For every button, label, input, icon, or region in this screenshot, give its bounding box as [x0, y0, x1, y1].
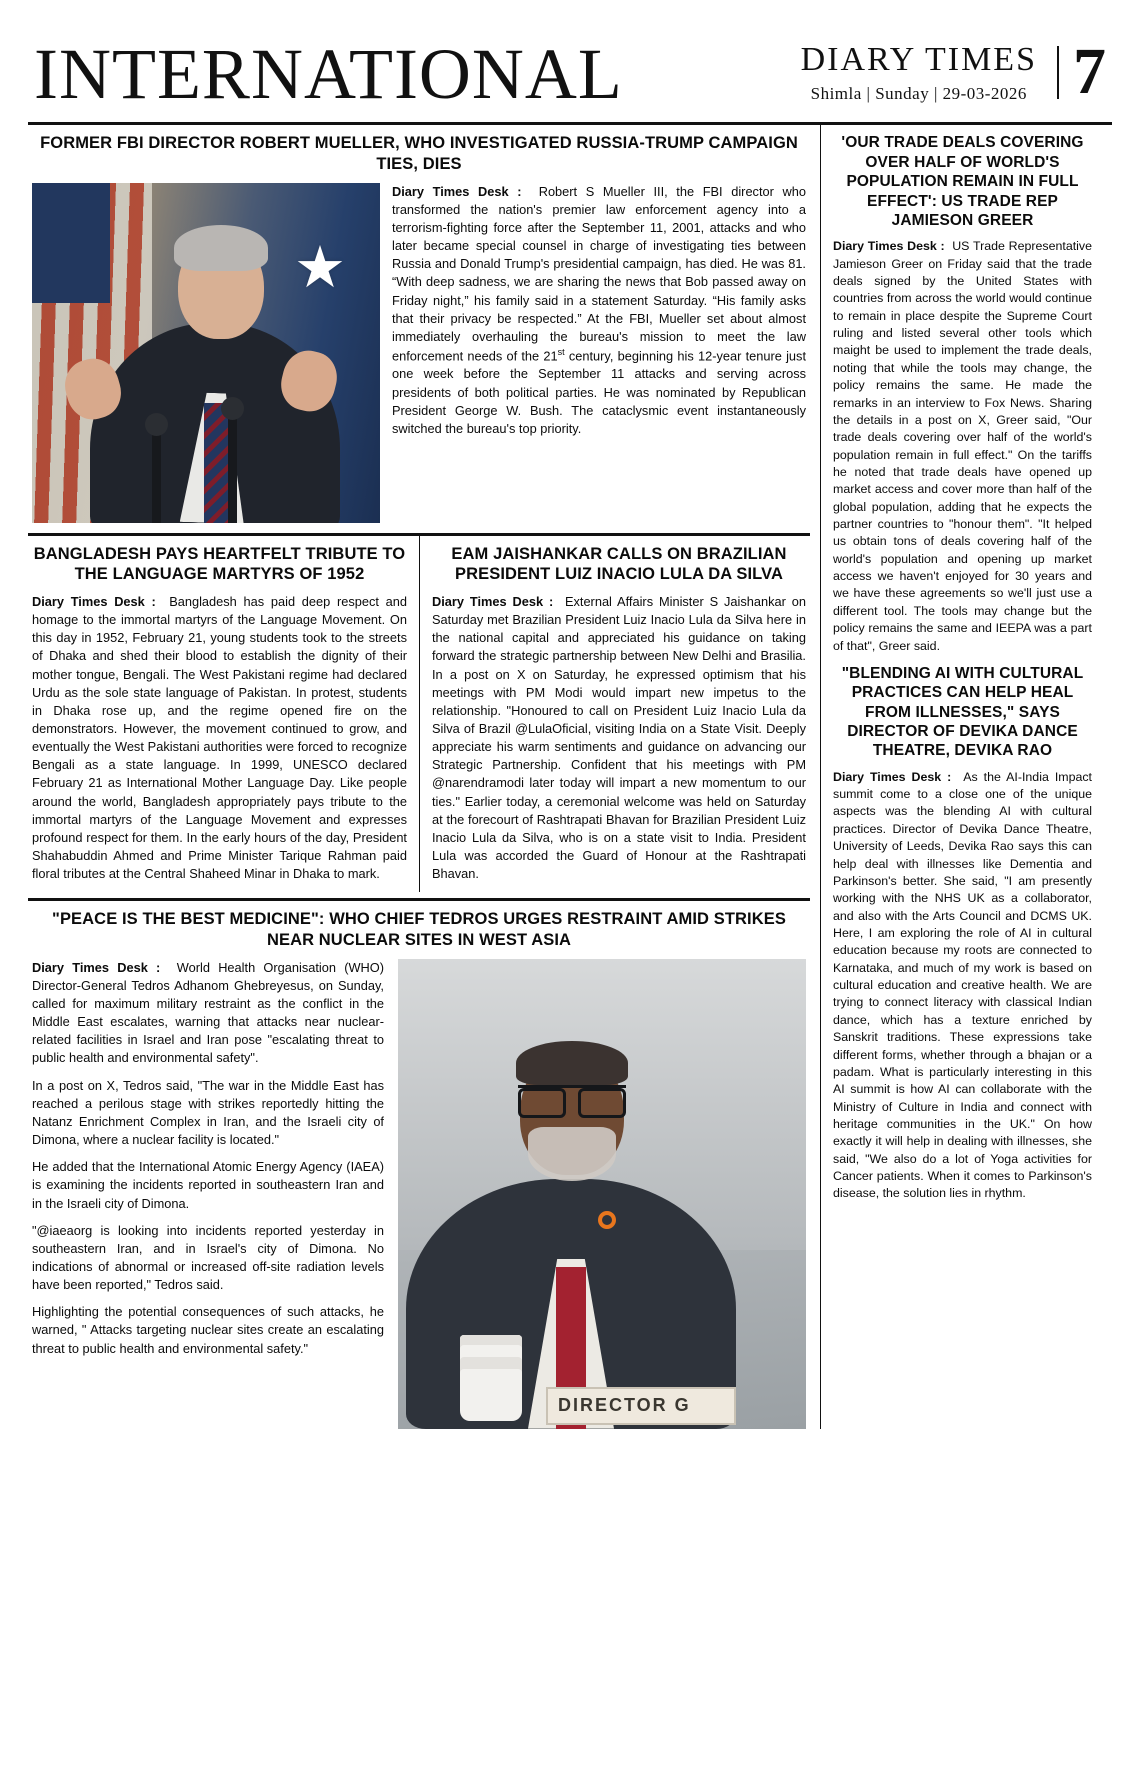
jaishankar-headline: EAM JAISHANKAR CALLS ON BRAZILIAN PRESIDENT LUIZ INACIO LULA DA SILVA [451, 544, 787, 584]
lapel-pin-icon [598, 1211, 616, 1229]
star-icon: ★ [294, 234, 346, 300]
tedros-story [28, 909, 810, 1428]
nameplate-text: DIRECTOR G [558, 1394, 691, 1415]
tedros-headline: "PEACE IS THE BEST MEDICINE": WHO CHIEF TEDROS URGES RESTRAINT AMID STRIKES NEAR NUCLEAR SITES IN WEST ASIA [52, 910, 786, 950]
mueller-story [28, 183, 810, 523]
devika-body [833, 769, 1092, 1203]
devika-body-text: As the AI-India Impact summit come to a close one of the unique aspects was the blending AI with cultural practices. Director of Devika Dance Theatre, University of Leeds, Devika Rao says this can help deal with illnesses like Dementia and Parkinson's better. She said, "I am presently working with the NHS UK as a collaborator, and also with the Arts Council and DCMS UK. Here, I am exploring the role of AI in cultural education because my roots are connected to Karnataka, and much of my work is based on cultural education and creative health. We are trying to connect literacy with classical Indian dance, which has a texture enriched by Sanskrit traditions. These expressions take different forms, whether through a bhajan or a padam. What is particularly interesting in this AI summit is how AI can collaborate with the Ministry of Culture in India and connect with heritage communities in the UK." On how exactly it will help in dealing with illnesses, she said, "We also do a lot of Yoga activities for Cancer patients. When it comes to Parkinson's disease, the solution lies in rhythm. [833, 769, 1092, 1201]
devika-headline: "BLENDING AI WITH CULTURAL PRACTICES CAN HELP HEAL FROM ILLNESSES," SAYS DIRECTOR OF DEVIKA DANCE THEATRE, DEVIKA RAO [841, 664, 1084, 760]
brand-block [801, 41, 1047, 104]
jaishankar-body [432, 593, 806, 884]
byline-desk: Diary Times Desk : [32, 959, 161, 975]
jaishankar-story [419, 536, 806, 893]
mueller-headline: FORMER FBI DIRECTOR ROBERT MUELLER, WHO INVESTIGATED RUSSIA-TRUMP CAMPAIGN TIES, DIES [40, 134, 798, 174]
jaishankar-body-text: External Affairs Minister S Jaishankar on Saturday met Brazilian President Luiz Inacio Lula da Silva here in the national capital and appreciated his guidance on taking forward the strategic partnership between New Delhi and Brasilia. In a post on X on Saturday, he expressed optimism that his meetings with PM Modi would impart new impetus to the relationship. "Honoured to call on President Luiz Inacio Lula da Silva of Brazil @LulaOficial, visiting India on a State Visit. Deeply appreciate his warm sentiments and guidance on advancing our Strategic Partnership. Confident that his meetings with PM @narendramodi later today will impart a new momentum to our ties." Earlier today, a ceremonial welcome was held on Saturday at the forecourt of Rashtrapati Bhavan for Brazilian President Luiz Inacio Lula da Silva, who is on a state visit to India. President Lula was accorded the Guard of Honour at the Rashtrapati Bhavan. [432, 593, 806, 882]
tedros-p1-text: World Health Organisation (WHO) Director-General Tedros Adhanom Ghebreyesus, on Sunday, called for maximum military restraint as the conflict in the Middle East escalates, warning that attacks near nuclear-related facilities in Israel and Iran pose "escalating threat to public health and environmental safety". [32, 959, 384, 1066]
mueller-body-part1: Robert S Mueller III, the FBI director who transformed the nation's premier law enforcement agency into a terrorism-fighting force after the September 11, 2001, attacks and who later became special counsel in charge of investigating ties between Russia and Donald Trump's presidential campaign, has died. He was 81. “With deep sadness, we are sharing the news that Bob passed away on Friday night,” his family said in a statement Saturday. “His family asks that their privacy be respected.” At the FBI, Mueller set about almost immediately overhauling the bureau's mission to meet the law enforcement needs of the 21 [392, 183, 806, 364]
tedros-paragraph-3: He added that the International Atomic Energy Agency (IAEA) is examining the incidents reported in southeastern Iran and in the Israeli city of Dimona. [32, 1159, 384, 1211]
mueller-body-sup: st [557, 347, 565, 358]
section-title: INTERNATIONAL [34, 34, 623, 114]
nameplate [546, 1387, 736, 1425]
mueller-body [392, 183, 806, 438]
byline-desk: Diary Times Desk : [32, 593, 156, 609]
byline-desk: Diary Times Desk : [833, 769, 952, 784]
tedros-paragraph-1 [32, 959, 384, 1068]
mueller-photo-wrap [32, 183, 380, 523]
page-content [28, 125, 1112, 1428]
brand-name: DIARY TIMES [800, 41, 1037, 78]
us-flag-canton [32, 183, 110, 303]
mueller-text-column [392, 183, 806, 523]
glasses-icon [518, 1085, 626, 1111]
bangladesh-body [32, 593, 407, 884]
mueller-photo [32, 183, 380, 523]
edition-meta: Shimla | Sunday | 29-03-2026 [810, 84, 1027, 104]
mueller-body-part2: century, beginning his 12-year tenure just one week before the September 11 attacks and serving across presidents of both political parties. He was nominated by Republican President George W. Bush. The cataclysmic event instantaneously switched the bureau's top priority. [392, 348, 807, 436]
tedros-photo [398, 959, 806, 1429]
right-rail [820, 125, 1092, 1428]
bangladesh-headline: BANGLADESH PAYS HEARTFELT TRIBUTE TO THE LANGUAGE MARTYRS OF 1952 [33, 544, 406, 584]
byline-desk: Diary Times Desk : [392, 183, 522, 199]
trade-headline: 'OUR TRADE DEALS COVERING OVER HALF OF WORLD'S POPULATION REMAIN IN FULL EFFECT': US TRADE REP JAMIESON GREER [841, 134, 1084, 229]
page-number: 7 [1057, 46, 1106, 99]
byline-desk: Diary Times Desk : [833, 239, 945, 254]
byline-desk: Diary Times Desk : [432, 593, 554, 609]
tedros-paragraph-2: In a post on X, Tedros said, "The war in the Middle East has reached a perilous stage with strikes reportedly hitting the Natanz Enrichment Complex in Iran, and the Israeli city of Dimona, where a nuclear facility is located." [32, 1077, 384, 1148]
story23-divider [28, 898, 810, 901]
two-column-band [28, 536, 810, 893]
tedros-photo-wrap [398, 959, 806, 1429]
trade-body-text: US Trade Representative Jamieson Greer on Friday said that the trade deals signed by the United States with countries from across the world would continue to remain in place despite the Supreme Court ruling and listed several other tools which maight be used to implement the trade deals, noting that while the tools may change, the policy remains the same. He made the remarks in an interview to Fox News. Sharing the details in a post on X, Greer said, "Our trade deals covering over half of the world's population remain in full effect." On the tariffs he noted that trade deals have opened up market access and cover more than half of the global population, adding that he expects the partner countries to "honour them". "It helped us obtain tons of deals covering half of the world's population and opening up market access we haven't enjoyed for 30 years and we have these agreements so we'll just use a different tool. The tools may change but the policy remains the same and IEEPA was a part of that", Greer said. [833, 239, 1092, 653]
bangladesh-story [32, 536, 419, 893]
masthead [28, 30, 1112, 114]
tedros-text-column [32, 959, 384, 1429]
tedros-paragraph-4: "@iaeaorg is looking into incidents reported yesterday in southeastern Iran, and in Israel's city of Dimona. No indications of abnormal or increased off-site radiation levels have been reported," Tedros said. [32, 1222, 384, 1293]
trade-body [833, 238, 1092, 655]
tedros-paragraph-5: Highlighting the potential consequences of such attacks, he warned, " Attacks targeting nuclear sites create an escalating threat to public health and environmental safety." [32, 1304, 384, 1356]
main-column-group [28, 125, 810, 1428]
bangladesh-body-text: Bangladesh has paid deep respect and homage to the immortal martyrs of the Language Movement. On this day in 1952, February 21, young students took to the streets of Dhaka and shed their blood to establish the dignity of their mother tongue, Bengali. The West Pakistani regime had declared Urdu as the sole state language of Pakistan. In protest, students in Dhaka rose up, and the regime opened fire on the demonstrators. However, the movement continued to grow, and eventually the West Pakistani authorities were forced to recognize Bengali as a state language. In 1999, UNESCO declared February 21 as International Mother Language Day. Like people around the world, Bangladesh appropriately pays tribute to the immortal martyrs of the Language Movement and expresses profound respect for them. In the early hours of the day, President Shahabuddin Ahmed and Prime Minister Tarique Rahman paid floral tributes at the Central Shaheed Minar in Dhaka to mark. [32, 593, 407, 882]
masthead-right [800, 35, 1106, 109]
